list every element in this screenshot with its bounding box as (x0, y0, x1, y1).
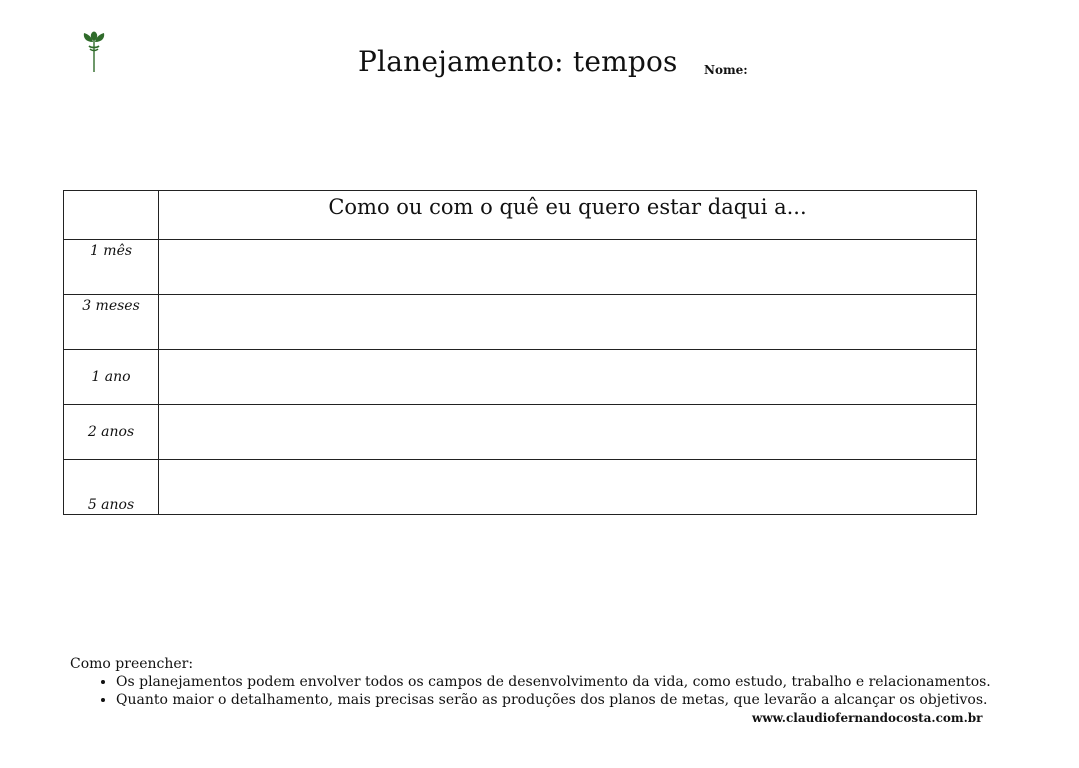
row-label: 5 anos (64, 460, 159, 515)
answer-cell[interactable] (159, 295, 977, 350)
table-row (64, 240, 977, 295)
instruction-item: • Quanto maior o detalhamento, mais precisas serão as produções dos planos de metas, que levarão a alcançar os objetivos. (116, 691, 991, 709)
table-row (64, 295, 977, 350)
name-label: Nome: (704, 63, 748, 77)
instructions-list (70, 673, 991, 709)
table-header-row (64, 191, 977, 240)
table-row (64, 350, 977, 405)
table-row (64, 460, 977, 515)
answer-cell[interactable] (159, 405, 977, 460)
answer-cell[interactable] (159, 350, 977, 405)
row-label: 3 meses (64, 295, 159, 350)
instructions (70, 655, 991, 709)
table-corner-cell (64, 191, 159, 240)
instructions-heading: Como preencher: (70, 656, 194, 672)
page-title: Planejamento: tempos (358, 45, 678, 78)
website-link[interactable]: www.claudiofernandocosta.com.br (752, 711, 983, 725)
planning-table (63, 190, 977, 515)
row-label: 1 mês (64, 240, 159, 295)
table-header: Como ou com o quê eu quero estar daqui a... (159, 191, 977, 240)
answer-cell[interactable] (159, 460, 977, 515)
instruction-item: • Os planejamentos podem envolver todos os campos de desenvolvimento da vida, como estudo, trabalho e relacionamentos. (116, 673, 991, 691)
row-label: 2 anos (64, 405, 159, 460)
logo-icon (80, 28, 110, 74)
table-row (64, 405, 977, 460)
answer-cell[interactable] (159, 240, 977, 295)
row-label: 1 ano (64, 350, 159, 405)
